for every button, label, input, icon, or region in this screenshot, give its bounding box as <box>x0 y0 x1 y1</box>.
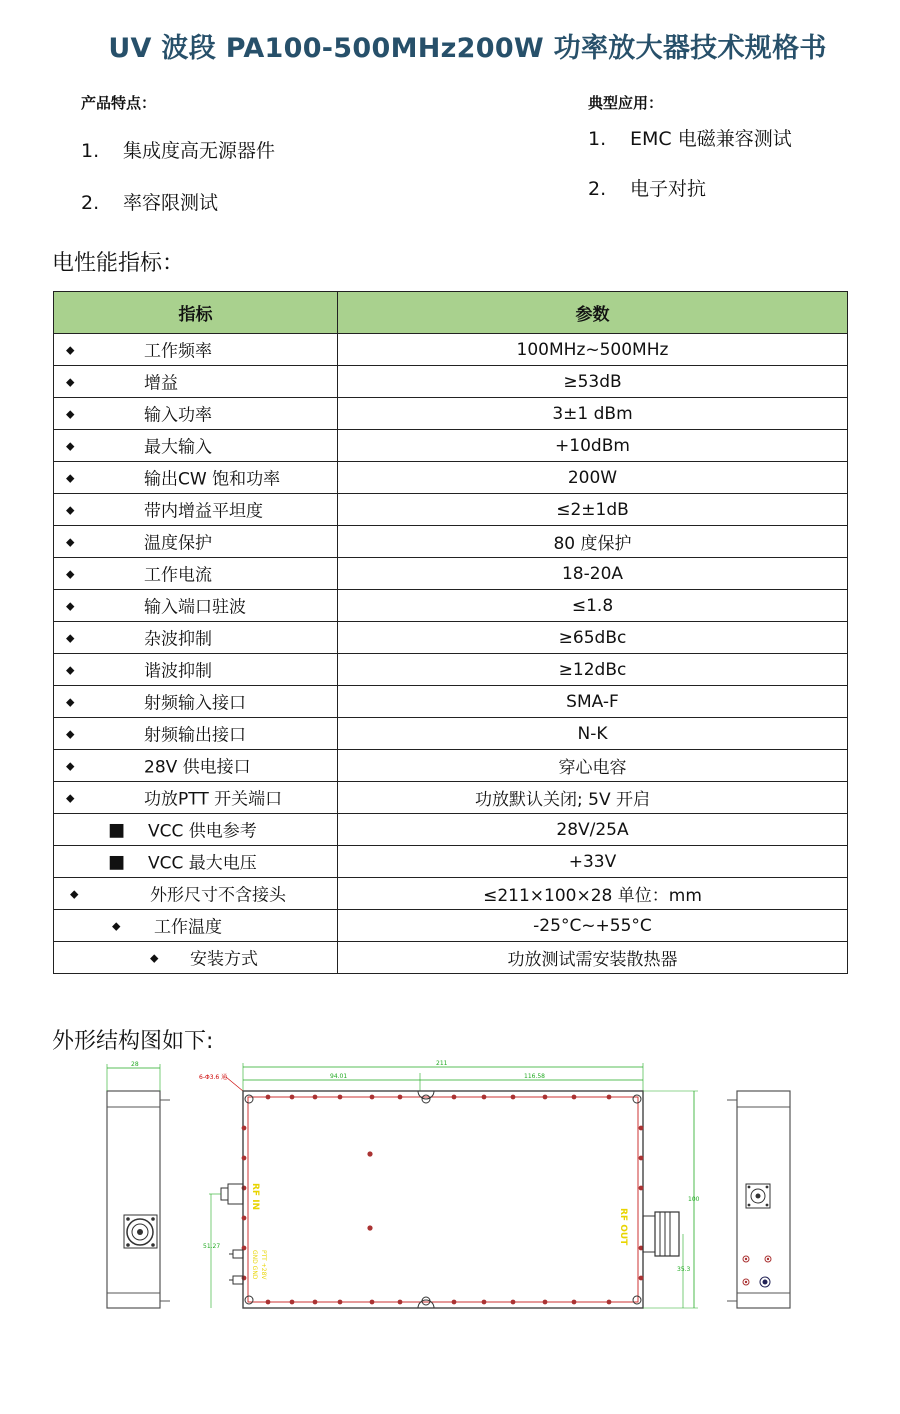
spec-value: 28V/25A <box>338 814 848 846</box>
spec-value: +33V <box>338 846 848 878</box>
bullet-diamond-icon: ◆ <box>66 695 75 708</box>
spec-name: 谐波抑制 <box>144 660 212 681</box>
bullet-diamond-icon: ◆ <box>66 663 75 676</box>
spec-value: ≤1.8 <box>338 590 848 622</box>
application-text: EMC 电磁兼容测试 <box>630 128 792 150</box>
spec-value: 100MHz~500MHz <box>338 334 848 366</box>
feature-item <box>81 136 275 163</box>
spec-name: VCC 供电参考 <box>148 820 257 841</box>
document-title: UV 波段 PA100-500MHz200W 功率放大器技术规格书 <box>108 33 827 64</box>
dim-right-segment: 116.58 <box>524 1073 545 1080</box>
spec-value: 80 度保护 <box>338 526 848 558</box>
gnd-label: GND GND <box>251 1250 258 1280</box>
outline-drawing <box>0 1058 900 1318</box>
table-row <box>54 590 848 622</box>
spec-value: 3±1 dBm <box>338 398 848 430</box>
bullet-diamond-icon: ◆ <box>66 375 75 388</box>
bullet-diamond-icon: ◆ <box>112 919 121 932</box>
table-row <box>54 526 848 558</box>
spec-value: 200W <box>338 462 848 494</box>
feature-number: 1. <box>81 140 100 162</box>
table-row <box>54 878 848 910</box>
spec-name: VCC 最大电压 <box>148 852 257 873</box>
bullet-diamond-icon: ◆ <box>66 439 75 452</box>
spec-name: 杂波抑制 <box>144 628 212 649</box>
bullet-diamond-icon: ◆ <box>66 407 75 420</box>
application-number: 2. <box>588 178 607 200</box>
table-row <box>54 942 848 974</box>
feature-number: 2. <box>81 192 100 214</box>
electrical-heading: 电性能指标： <box>52 251 185 276</box>
ptt-label: PTT +28V <box>260 1250 267 1280</box>
application-item <box>588 124 792 151</box>
dim-left-segment: 94.01 <box>330 1073 348 1080</box>
bullet-diamond-icon: ◆ <box>66 471 75 484</box>
table-header-row <box>54 292 848 334</box>
spec-value: N-K <box>338 718 848 750</box>
rf-out-connector-icon <box>643 1212 679 1256</box>
spec-name: 温度保护 <box>144 532 212 553</box>
spec-name: 输入端口驻波 <box>144 596 246 617</box>
table-row <box>54 910 848 942</box>
spec-value: ≥65dBc <box>338 622 848 654</box>
table-row <box>54 750 848 782</box>
spec-name: 工作电流 <box>144 564 212 585</box>
feature-item <box>81 188 218 215</box>
application-item <box>588 174 706 201</box>
bullet-diamond-icon: ◆ <box>150 951 159 964</box>
spec-name: 外形尺寸不含接头 <box>150 884 286 905</box>
dim-height: 100 <box>688 1196 700 1203</box>
spec-value: 功放默认关闭; 5V 开启 <box>338 782 848 814</box>
table-row <box>54 462 848 494</box>
spec-value: 穿心电容 <box>338 750 848 782</box>
bullet-diamond-icon: ◆ <box>66 727 75 740</box>
application-number: 1. <box>588 128 607 150</box>
bullet-diamond-icon: ◆ <box>70 887 79 900</box>
outline-heading: 外形结构图如下: <box>52 1029 214 1054</box>
bullet-diamond-icon: ◆ <box>66 791 75 804</box>
spec-name: 功放PTT 开关端口 <box>144 788 283 809</box>
bullet-diamond-icon: ◆ <box>66 343 75 356</box>
spec-value: +10dBm <box>338 430 848 462</box>
table-row <box>54 814 848 846</box>
table-row <box>54 622 848 654</box>
dim-holes: 6-Φ3.6 通 <box>199 1074 228 1081</box>
dim-side-width: 28 <box>131 1061 139 1068</box>
spec-value: ≤211×100×28 单位：mm <box>338 878 848 910</box>
features-heading: 产品特点： <box>81 94 157 112</box>
table-row <box>54 654 848 686</box>
spec-name: 工作频率 <box>144 340 212 361</box>
applications-heading: 典型应用： <box>588 94 664 112</box>
table-row <box>54 558 848 590</box>
spec-name: 射频输出接口 <box>144 724 246 745</box>
bullet-square-icon: ■ <box>108 819 126 840</box>
top-view <box>199 1060 700 1308</box>
header-indicator: 指标 <box>54 292 338 334</box>
left-side-view <box>107 1061 170 1308</box>
spec-name: 工作温度 <box>154 916 222 937</box>
dim-total-length: 211 <box>436 1060 448 1067</box>
table-row <box>54 334 848 366</box>
spec-value: -25°C~+55°C <box>338 910 848 942</box>
table-row <box>54 846 848 878</box>
spec-value: 18-20A <box>338 558 848 590</box>
power-feedthrough-icon <box>229 1250 243 1284</box>
spec-name: 带内增益平坦度 <box>144 500 263 521</box>
spec-name: 安装方式 <box>190 948 258 969</box>
spec-name: 增益 <box>144 372 178 393</box>
spec-value: ≥12dBc <box>338 654 848 686</box>
bullet-diamond-icon: ◆ <box>66 599 75 612</box>
dim-in-offset: 51.27 <box>203 1243 221 1250</box>
right-end-view <box>727 1091 790 1308</box>
rf-in-label: RF IN <box>250 1183 260 1211</box>
table-row <box>54 430 848 462</box>
feature-text: 集成度高无源器件 <box>123 140 276 162</box>
table-row <box>54 782 848 814</box>
table-row <box>54 718 848 750</box>
spec-value: ≥53dB <box>338 366 848 398</box>
feature-text: 率容限测试 <box>123 192 219 214</box>
table-row <box>54 366 848 398</box>
spec-value: 功放测试需安装散热器 <box>338 942 848 974</box>
spec-name: 射频输入接口 <box>144 692 246 713</box>
bullet-diamond-icon: ◆ <box>66 535 75 548</box>
rf-out-label: RF OUT <box>618 1208 628 1246</box>
table-row <box>54 686 848 718</box>
spec-name: 输出CW 饱和功率 <box>144 468 281 489</box>
bullet-diamond-icon: ◆ <box>66 567 75 580</box>
spec-table <box>53 291 848 974</box>
bullet-diamond-icon: ◆ <box>66 503 75 516</box>
table-row <box>54 398 848 430</box>
header-parameter: 参数 <box>338 292 848 334</box>
dim-out-offset: 35.3 <box>677 1266 691 1273</box>
bullet-diamond-icon: ◆ <box>66 759 75 772</box>
application-text: 电子对抗 <box>630 178 707 200</box>
spec-name: 28V 供电接口 <box>144 756 251 777</box>
spec-name: 最大输入 <box>144 436 212 457</box>
bullet-diamond-icon: ◆ <box>66 631 75 644</box>
spec-name: 输入功率 <box>144 404 212 425</box>
spec-value: SMA-F <box>338 686 848 718</box>
rf-in-connector-icon <box>209 1184 243 1204</box>
spec-value: ≤2±1dB <box>338 494 848 526</box>
table-row <box>54 494 848 526</box>
bullet-square-icon: ■ <box>108 851 126 872</box>
